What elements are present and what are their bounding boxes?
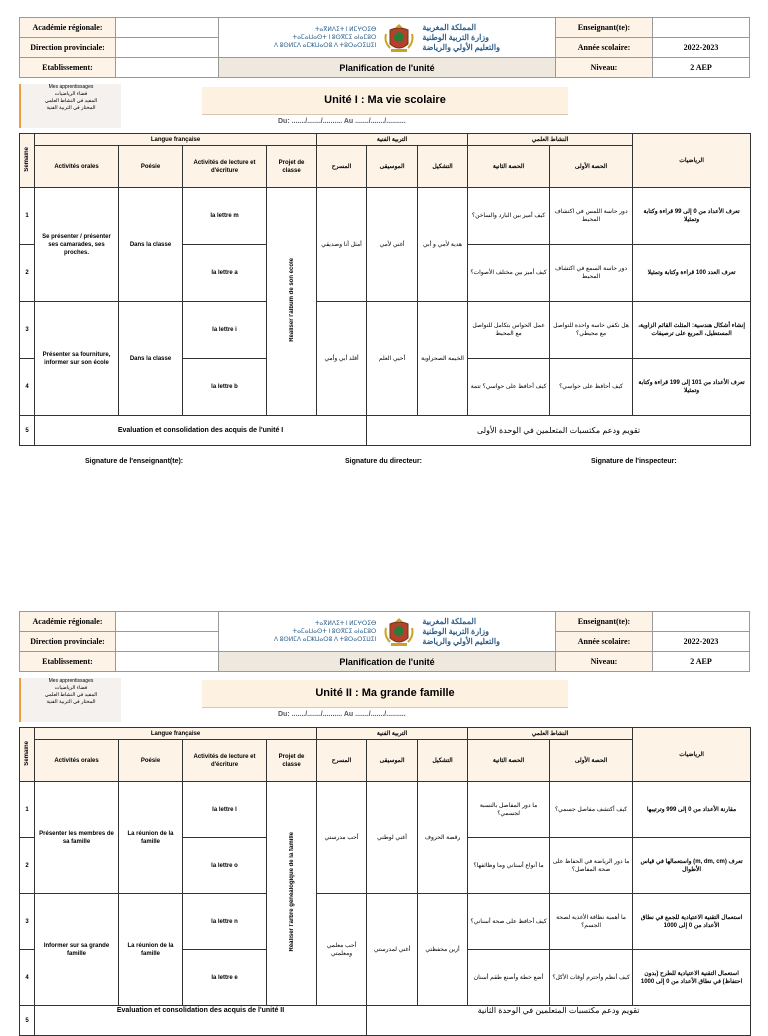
enseignant-value[interactable] (653, 18, 750, 38)
header-table (19, 17, 750, 78)
semaine-header: Semaine (20, 134, 35, 188)
nashat-header: النشاط العلمي (468, 134, 633, 146)
table-row (20, 894, 751, 950)
math-cell: استعمال التقنية الاعتيادية للجمع في نطاق الأعداد من 0 إلى 1000 (633, 894, 751, 950)
poesie-cell: Dans la classe (119, 302, 183, 416)
oral-cell: Présenter sa fourniture, informer sur son école (35, 302, 119, 416)
math-cell: تعرف الأعداد من 101 إلى 199 قراءة وكتابة وتمثيلا (633, 359, 751, 416)
ministry-logo (219, 18, 556, 58)
projet-cell: Réaliser l'album de son école (267, 188, 317, 416)
tarbia-header: التربية الفنية (317, 134, 468, 146)
annee-value: 2022-2023 (653, 632, 750, 652)
hissa1-cell: كيف أحافظ على حواسي؟ (550, 359, 633, 416)
week-number: 2 (20, 245, 35, 302)
week-number: 1 (20, 188, 35, 245)
signature-inspecteur: Signature de l'inspecteur: (591, 458, 677, 465)
week-number: 3 (20, 894, 35, 950)
table-row (20, 188, 751, 245)
niveau-label: Niveau: (556, 58, 653, 78)
math-cell: تعرف (m, dm, cm) واستعمالها في قياس الأطوال (633, 838, 751, 894)
math-header: الرياضيات (633, 134, 751, 188)
hissa1-cell: ما أهمية نظافة الأغذية لصحة الجسم؟ (550, 894, 633, 950)
hissa1-cell: ما دور الرياضة في الحفاظ على صحة المفاصل؟ (550, 838, 633, 894)
projet-header: Projet de classe (267, 146, 317, 188)
unit-title: Unité II : Ma grande famille (202, 680, 568, 708)
week-number: 1 (20, 782, 35, 838)
hissa2-cell: كيف أحافظ على حواسي؟ تتمة (468, 359, 550, 416)
projet-cell: Réaliser l'arbre généalogique de la famille (267, 782, 317, 1006)
nashat-header: النشاط العلمي (468, 728, 633, 740)
annee-label: Année scolaire: (556, 38, 653, 58)
week-number: 4 (20, 950, 35, 1006)
masrah-header: المسرح (317, 740, 367, 782)
unit-dates: Du: ......./......./.......... Au ......./......./.......... (278, 711, 406, 718)
hissa2-header: الحصة الثانية (468, 146, 550, 188)
masrah-cell: أقلد أبي وأمي (317, 302, 367, 416)
oral-header: Activités orales (35, 740, 119, 782)
enseignant-value[interactable] (653, 612, 750, 632)
hissa1-cell: كيف أكتشف مفاصل جسمي؟ (550, 782, 633, 838)
musiqa-cell: أحيي العلم (367, 302, 418, 416)
math-cell: تعرف الأعداد من 0 إلى 99 قراءة وكتابة وتمثيلا (633, 188, 751, 245)
header-table (19, 611, 750, 672)
academie-label: Académie régionale: (20, 18, 116, 38)
hissa2-cell: كيف أحافظ على صحة أسناني؟ (468, 894, 550, 950)
niveau-value: 2 AEP (653, 58, 750, 78)
oral-header: Activités orales (35, 146, 119, 188)
coat-of-arms-icon (384, 22, 414, 54)
masrah-cell: أمثل أنا وصديقي (317, 188, 367, 302)
lecture-cell: la lettre n (183, 894, 267, 950)
poesie-header: Poésie (119, 146, 183, 188)
evaluation-ar: تقويم ودعم مكتسبات المتعلمين في الوحدة الثانية (367, 1006, 751, 1036)
lecture-cell: la lettre l (183, 782, 267, 838)
ministry-arabic: المملكة المغربية وزارة التربية الوطنية والتعليم الأولي والرياضة (422, 22, 500, 52)
niveau-label: Niveau: (556, 652, 653, 672)
lecture-cell: la lettre i (183, 302, 267, 359)
hissa2-cell: أضع خطة وأصنع طقم أسنان (468, 950, 550, 1006)
signature-enseignant: Signature de l'enseignant(te): (85, 458, 184, 465)
table-row (20, 782, 751, 838)
projet-header: Projet de classe (267, 740, 317, 782)
plan-title: Planification de l'unité (219, 58, 556, 78)
tashkil-header: التشكيل (418, 740, 468, 782)
lecture-cell: la lettre b (183, 359, 267, 416)
langue-header: Langue française (35, 728, 317, 740)
hissa1-header: الحصة الأولى (550, 740, 633, 782)
oral-cell: Se présenter / présenter ses camarades, ses proches. (35, 188, 119, 302)
hissa2-cell: عمل الحواس بتكامل للتواصل مع المحيط (468, 302, 550, 359)
enseignant-label: Enseignant(te): (556, 18, 653, 38)
academie-value[interactable] (116, 18, 219, 38)
hissa1-header: الحصة الأولى (550, 146, 633, 188)
evaluation-ar: تقويم ودعم مكتسبات المتعلمين في الوحدة الأولى (367, 416, 751, 446)
tashkil-header: التشكيل (418, 146, 468, 188)
etablissement-label: Etablissement: (20, 652, 116, 672)
academie-label: Académie régionale: (20, 612, 116, 632)
niveau-value: 2 AEP (653, 652, 750, 672)
unit-title: Unité I : Ma vie scolaire (202, 87, 568, 115)
tashkil-cell: أزين محفظتي (418, 894, 468, 1006)
poesie-header: Poésie (119, 740, 183, 782)
lecture-cell: la lettre o (183, 838, 267, 894)
tashkil-cell: الخيمة الصحراوية (418, 302, 468, 416)
lecture-header: Activités de lecture et d'écriture (183, 146, 267, 188)
unit-dates: Du: ......./......./.......... Au ......./......./.......... (278, 118, 406, 125)
tashkil-cell: هدية لأمي و أبي (418, 188, 468, 302)
planning-grid (19, 133, 751, 446)
evaluation-row (20, 416, 751, 446)
lecture-cell: la lettre e (183, 950, 267, 1006)
direction-value[interactable] (116, 38, 219, 58)
hissa2-cell: كيف أميز بين مختلف الأصوات؟ (468, 245, 550, 302)
signature-directeur: Signature du directeur: (345, 458, 423, 465)
tashkil-cell: رقصة الحروف (418, 782, 468, 894)
etablissement-label: Etablissement: (20, 58, 116, 78)
week-number: 3 (20, 302, 35, 359)
direction-label: Direction provinciale: (20, 38, 116, 58)
math-cell: مقارنة الأعداد من 0 إلى 999 وترتيبها (633, 782, 751, 838)
langue-header: Langue française (35, 134, 317, 146)
planning-grid (19, 727, 751, 1036)
hissa2-header: الحصة الثانية (468, 740, 550, 782)
lecture-cell: la lettre a (183, 245, 267, 302)
coat-of-arms-icon (384, 616, 414, 648)
plan-title: Planification de l'unité (219, 652, 556, 672)
oral-cell: Informer sur sa grande famille (35, 894, 119, 1006)
hissa2-cell: ما دور المفاصل بالنسبة لجسمي؟ (468, 782, 550, 838)
books-note: Mes apprentissages فضاء الرياضيات المفيد في النشاط العلمي المختار في التربية الفنية (19, 84, 121, 128)
oral-cell: Présenter les membres de sa famille (35, 782, 119, 894)
tarbia-header: التربية الفنية (317, 728, 468, 740)
week-number: 5 (20, 416, 35, 446)
week-number: 4 (20, 359, 35, 416)
evaluation-fr: Evaluation et consolidation des acquis de l'unité I (35, 416, 367, 446)
hissa2-cell: كيف أميز بين البارد والساخن؟ (468, 188, 550, 245)
math-header: الرياضيات (633, 728, 751, 782)
masrah-cell: أحب معلمي ومعلمتي (317, 894, 367, 1006)
hissa2-cell: ما أنواع أسناني وما وظائفها؟ (468, 838, 550, 894)
direction-value[interactable] (116, 632, 219, 652)
poesie-cell: La réunion de la famille (119, 894, 183, 1006)
math-cell: استعمال التقنية الاعتيادية للطرح (بدون احتفاظ) في نطاق الأعداد من 0 إلى 1000 (633, 950, 751, 1006)
etablissement-value[interactable] (116, 58, 219, 78)
semaine-header: Semaine (20, 728, 35, 782)
evaluation-fr: Evaluation et consolidation des acquis de l'unité II (35, 1006, 367, 1036)
annee-value: 2022-2023 (653, 38, 750, 58)
poesie-cell: La réunion de la famille (119, 782, 183, 894)
week-number: 2 (20, 838, 35, 894)
musiqa-header: الموسيقى (367, 146, 418, 188)
direction-label: Direction provinciale: (20, 632, 116, 652)
musiqa-cell: أغني لوطني (367, 782, 418, 894)
evaluation-row (20, 1006, 751, 1036)
ministry-tifinagh: ⵜⴰⴳⵍⴷⵉⵜ ⵏ ⵍⵎⵖⵔⵉⴱ ⵜⴰⵎⴰⵡⴰⵙⵜ ⵏ ⵓⵙⴳⵎⵉ ⴰⵏⴰⵎⵓⵔ ⴷ ⵓⵙⵍⵎⴷ ⴰⵎⵣⵡⴰⵔⵓ ⴷ ⵜⵓⵔⴰⵔⵉⵡⵉⵏ (274, 620, 377, 643)
hissa1-cell: دور حاسة اللمس في اكتشاف المحيط (550, 188, 633, 245)
hissa1-cell: كيف أنظم وأحترم أوقات الأكل؟ (550, 950, 633, 1006)
etablissement-value[interactable] (116, 652, 219, 672)
masrah-header: المسرح (317, 146, 367, 188)
math-cell: تعرف العدد 100 قراءة وكتابة وتمثيلا (633, 245, 751, 302)
hissa1-cell: هل تكفي حاسة واحدة للتواصل مع محيطي؟ (550, 302, 633, 359)
ministry-tifinagh: ⵜⴰⴳⵍⴷⵉⵜ ⵏ ⵍⵎⵖⵔⵉⴱ ⵜⴰⵎⴰⵡⴰⵙⵜ ⵏ ⵓⵙⴳⵎⵉ ⴰⵏⴰⵎⵓⵔ ⴷ ⵓⵙⵍⵎⴷ ⴰⵎⵣⵡⴰⵔⵓ ⴷ ⵜⵓⵔⴰⵔⵉⵡⵉⵏ (274, 26, 377, 49)
enseignant-label: Enseignant(te): (556, 612, 653, 632)
table-row (20, 302, 751, 359)
math-cell: إنشاء أشكال هندسية: المثلث القائم الزاوية، المستطيل، المربع على ترصيفات (633, 302, 751, 359)
week-number: 5 (20, 1006, 35, 1036)
ministry-arabic: المملكة المغربية وزارة التربية الوطنية والتعليم الأولي والرياضة (422, 616, 500, 646)
lecture-cell: la lettre m (183, 188, 267, 245)
lecture-header: Activités de lecture et d'écriture (183, 740, 267, 782)
hissa1-cell: دور حاسة السمع في اكتشاف المحيط (550, 245, 633, 302)
musiqa-cell: أغني لمدرستي (367, 894, 418, 1006)
books-note: Mes apprentissages فضاء الرياضيات المفيد في النشاط العلمي المختار في التربية الفنية (19, 678, 121, 722)
musiqa-cell: أغني لأمي (367, 188, 418, 302)
academie-value[interactable] (116, 612, 219, 632)
masrah-cell: أحب مدرستي (317, 782, 367, 894)
ministry-logo (219, 612, 556, 652)
annee-label: Année scolaire: (556, 632, 653, 652)
poesie-cell: Dans la classe (119, 188, 183, 302)
musiqa-header: الموسيقى (367, 740, 418, 782)
